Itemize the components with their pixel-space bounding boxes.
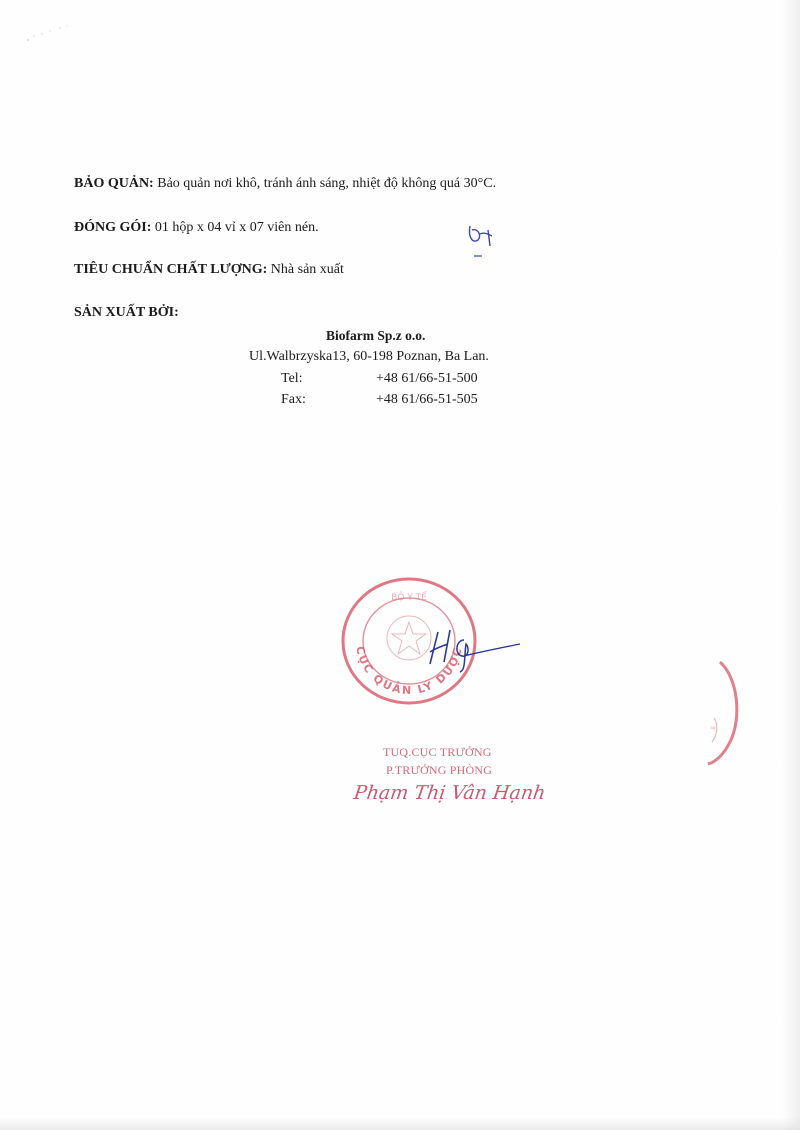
handwritten-initial-mark [464, 222, 504, 266]
quality-standard-text: Nhà sản xuất [267, 262, 344, 277]
fax-label: Fax: [281, 392, 306, 407]
svg-text:CỤC QUẢN LÝ DƯỢC: CỤC QUẢN LÝ DƯỢC [353, 645, 465, 698]
approval-title-line2: P.TRƯỞNG PHÒNG [386, 763, 493, 777]
signature-scribble [420, 626, 530, 676]
storage-label: BẢO QUẢN: [74, 176, 154, 191]
scan-speckle [20, 22, 74, 48]
packaging-text: 01 hộp x 04 vỉ x 07 viên nén. [151, 220, 319, 235]
approval-title-line1: TUQ.CỤC TRƯỞNG [383, 745, 492, 759]
svg-text:≈: ≈ [710, 724, 716, 732]
manufacturer-label: SẢN XUẤT BỞI: [74, 305, 179, 320]
packaging-line [74, 220, 319, 236]
storage-line [74, 176, 496, 192]
svg-text:BỘ Y TẾ: BỘ Y TẾ [391, 593, 427, 603]
quality-standard-label: TIÊU CHUẨN CHẤT LƯỢNG: [74, 262, 268, 277]
tel-value: +48 61/66-51-500 [376, 371, 478, 386]
storage-text: Bảo quản nơi khô, tránh ánh sáng, nhiệt độ không quá 30°C. [153, 176, 497, 191]
manufacturer-heading-line [74, 305, 179, 321]
quality-standard-line [74, 262, 344, 278]
manufacturer-name: Biofarm Sp.z o.o. [326, 328, 426, 343]
scan-edge-shadow [782, 0, 800, 1130]
manufacturer-address: Ul.Walbrzyska13, 60-198 Poznan, Ba Lan. [249, 349, 489, 364]
signer-name: Phạm Thị Vân Hạnh [352, 782, 547, 804]
partial-edge-stamp [700, 658, 744, 766]
fax-value: +48 61/66-51-505 [376, 392, 478, 407]
tel-label: Tel: [281, 371, 303, 386]
packaging-label: ĐÓNG GÓI: [74, 220, 152, 235]
scan-bottom-shadow [0, 1118, 800, 1130]
